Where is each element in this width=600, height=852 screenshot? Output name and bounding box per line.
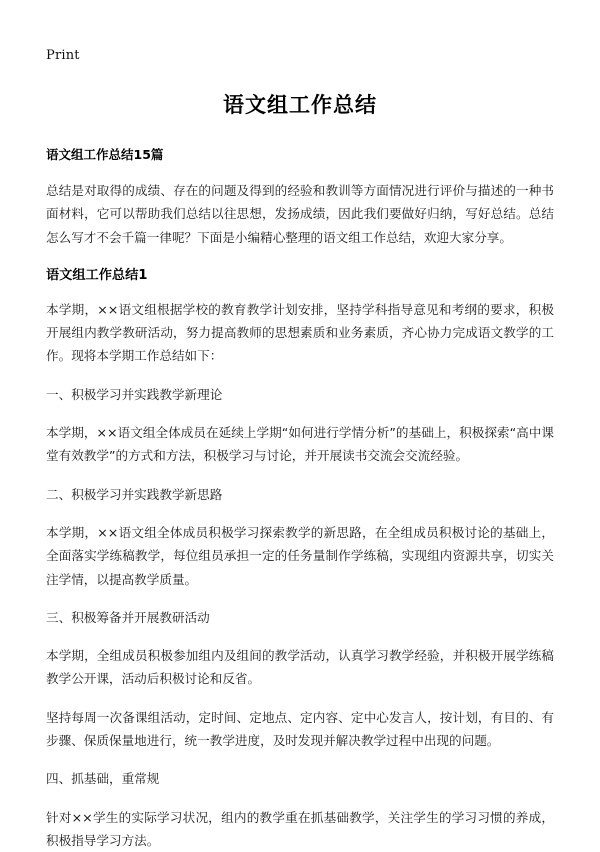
intro-paragraph: 总结是对取得的成绩、存在的问题及得到的经验和教训等方面情况进行评价与描述的一种书面材料，它可以帮助我们总结以往思想，发扬成绩，因此我们要做好归纳，写好总结。总结怎么写才不会千篇一律呢？下面是小编精心整理的语文组工作总结，欢迎大家分享。	[46, 183, 554, 245]
paragraph-2: 本学期，××语文组全体成员在延续上学期“如何进行学情分析”的基础上，积极探索“高中课堂有效教学”的方式和方法，积极学习与讨论，并开展读书交流会交流经验。	[46, 425, 554, 464]
paragraph-1: 本学期，××语文组根据学校的教育教学计划安排，坚持学科指导意见和考纲的要求，积极开展组内教学教研活动，努力提高教师的思想素质和业务素质，齐心协力完成语文教学的工作。现将本学期工作总结如下：	[46, 301, 554, 364]
section-heading-1: 语文组工作总结1	[46, 267, 148, 283]
paragraph-4: 本学期，全组成员积极参加组内及组间的教学活动，认真学习教学经验，并积极开展学练稿教学公开课，活动后积极讨论和反省。	[46, 648, 554, 687]
sub-heading-1: 一、积极学习并实践教学新理论	[46, 386, 223, 402]
paragraph-3: 本学期，××语文组全体成员积极学习探索教学的新思路，在全组成员积极讨论的基础上，全面落实学练稿教学，每位组员承担一定的任务量制作学练稿，实现组内资源共享，切实关注学情，以提高教学质量。	[46, 524, 554, 587]
sub-heading-4: 四、抓基础，重常规	[46, 771, 160, 787]
print-button[interactable]: Print	[46, 48, 80, 63]
paragraph-6: 针对××学生的实际学习状况，组内的教学重在抓基础教学，关注学生的学习习惯的养成，积极指导学习方法。	[46, 809, 554, 848]
document-subtitle: 语文组工作总结15篇	[46, 147, 164, 162]
sub-heading-2: 二、积极学习并实践教学新思路	[46, 486, 223, 502]
page-title: 语文组工作总结	[223, 93, 377, 117]
sub-heading-3: 三、积极筹备并开展教研活动	[46, 609, 210, 625]
paragraph-5: 坚持每周一次备课组活动，定时间、定地点、定内容、定中心发言人，按计划，有目的、有步骤、保质保量地进行，统一教学进度，及时发现并解决教学过程中出现的问题。	[46, 709, 554, 749]
